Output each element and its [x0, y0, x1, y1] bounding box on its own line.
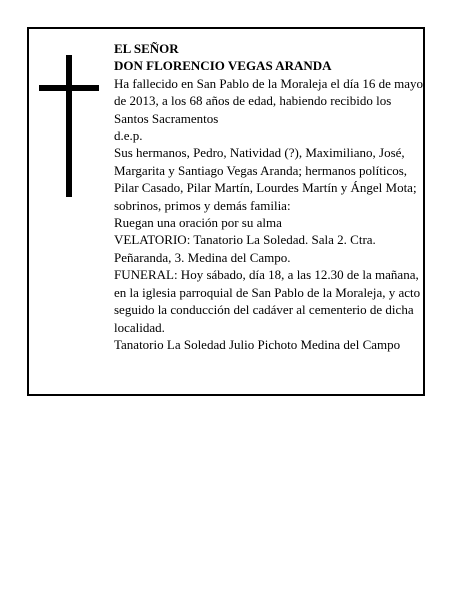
death-announcement: Ha fallecido en San Pablo de la Moraleja el día 16 de mayo de 2013, a los 68 años de edad, habiendo recibido los Santos Sacramentos [114, 75, 424, 126]
funeral-info: FUNERAL: Hoy sábado, día 18, a las 12.30 de la mañana, en la iglesia parroquial de San Pablo de la Moraleja, y acto seguido la conducción del cadáver al cementerio de dicha localidad. [114, 267, 421, 335]
dep-line: d.e.p. [114, 128, 143, 144]
notice-title-line1: EL SEÑOR [114, 41, 179, 56]
family-list: Sus hermanos, Pedro, Natividad (?), Maximiliano, José, Margarita y Santiago Vegas Aranda; hermanos políticos, Pilar Casado, Pilar Martín, Lourdes Martín y Ángel Mota; sobrinos, primos y demás familia: [114, 145, 417, 213]
notice-title-line2: DON FLORENCIO VEGAS ARANDA [114, 58, 332, 74]
wake-info: VELATORIO: Tanatorio La Soledad. Sala 2. Ctra. Peñaranda, 3. Medina del Campo. [114, 232, 376, 265]
cross-horizontal-bar [39, 85, 99, 91]
latin-cross-icon [39, 55, 99, 197]
obituary-notice [27, 27, 425, 396]
prayer-request: Ruegan una oración por su alma [114, 215, 282, 231]
notice-text [114, 40, 424, 353]
funeral-home: Tanatorio La Soledad Julio Pichoto Medina del Campo [114, 336, 401, 352]
cross-vertical-bar [66, 55, 72, 197]
